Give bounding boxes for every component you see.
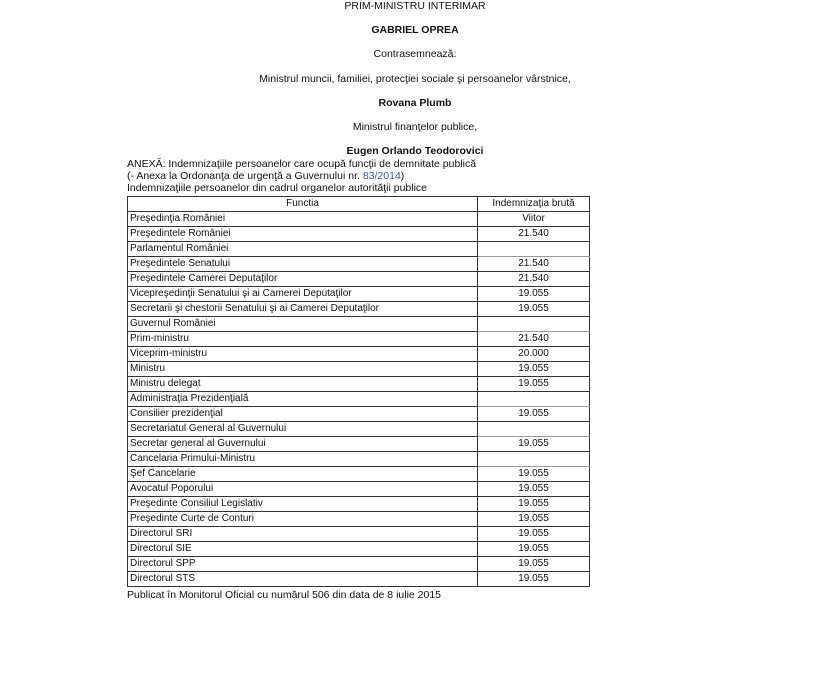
annex-subtitle-prefix: (- Anexa la Ordonanţa de urgenţă a Guvernului nr. — [127, 170, 363, 182]
function-cell: Secretar general al Guvernului — [128, 437, 478, 452]
indemnity-cell — [478, 242, 590, 257]
function-cell: Cancelaria Primului-Ministru — [128, 452, 478, 467]
table-row — [128, 437, 590, 452]
table-row — [128, 362, 590, 377]
function-cell: Parlamentul României — [128, 242, 478, 257]
function-cell: Administraţia Prezidenţială — [128, 392, 478, 407]
function-cell: Secretarii şi chestorii Senatului şi ai Camerei Deputaţilor — [128, 302, 478, 317]
function-cell: Ministru delegat — [128, 377, 478, 392]
prime-minister-name: GABRIEL OPREA — [371, 24, 459, 36]
indemnity-cell: 19.055 — [478, 302, 590, 317]
function-cell: Directorul SRI — [128, 527, 478, 542]
table-header-row — [128, 197, 590, 212]
table-row — [128, 317, 590, 332]
indemnity-cell: 19.055 — [478, 557, 590, 572]
table-row — [128, 467, 590, 482]
table-row — [128, 542, 590, 557]
annex-title: ANEXĂ: Indemnizaţiile persoanelor care ocupă funcţii de demnitate publică — [127, 158, 477, 170]
function-cell: Guvernul României — [128, 317, 478, 332]
function-cell: Directorul SPP — [128, 557, 478, 572]
function-cell: Ministru — [128, 362, 478, 377]
indemnity-cell: Viitor — [478, 212, 590, 227]
header-function: Functia — [128, 197, 478, 212]
table-row — [128, 272, 590, 287]
table-row — [128, 557, 590, 572]
indemnity-cell: 19.055 — [478, 542, 590, 557]
function-cell: Vicepreşedinţii Senatului şi ai Camerei Deputaţilor — [128, 287, 478, 302]
indemnity-cell: 19.055 — [478, 287, 590, 302]
publication-footer: Publicat în Monitorul Oficial cu numărul 506 din data de 8 iulie 2015 — [127, 589, 442, 601]
function-cell: Preşedintele Senatului — [128, 257, 478, 272]
minister-finance-title: Ministrul finanţelor publice, — [352, 121, 478, 133]
table-row — [128, 572, 590, 587]
indemnity-cell: 19.055 — [478, 437, 590, 452]
annex-subtitle — [127, 170, 404, 182]
prime-minister-title: PRIM-MINISTRU INTERIMAR — [344, 0, 486, 12]
table-body — [128, 212, 590, 587]
ordinance-link[interactable]: 83/2014 — [362, 170, 401, 182]
table-row — [128, 482, 590, 497]
function-cell: Directorul SIE — [128, 542, 478, 557]
indemnity-cell: 21.540 — [478, 332, 590, 347]
section-heading: Indemnizaţiile persoanelor din cadrul organelor autorităţii publice — [127, 182, 428, 194]
function-cell: Şef Cancelarie — [128, 467, 478, 482]
table-row — [128, 452, 590, 467]
indemnity-cell — [478, 452, 590, 467]
minister-labor-title: Ministrul muncii, familiei, protecţiei sociale şi persoanelor vârstnice, — [259, 73, 571, 85]
table-row — [128, 287, 590, 302]
table-row — [128, 497, 590, 512]
table-row — [128, 332, 590, 347]
indemnity-cell: 21.540 — [478, 272, 590, 287]
table-row — [128, 377, 590, 392]
table-row — [128, 512, 590, 527]
indemnity-cell: 21.540 — [478, 227, 590, 242]
table-row — [128, 242, 590, 257]
function-cell: Secretariatul General al Guvernului — [128, 422, 478, 437]
indemnity-cell: 19.055 — [478, 407, 590, 422]
function-cell: Preşedintele Camerei Deputaţilor — [128, 272, 478, 287]
function-cell: Preşedinte Consiliul Legislativ — [128, 497, 478, 512]
table-row — [128, 407, 590, 422]
function-cell: Preşedinte Curte de Conturi — [128, 512, 478, 527]
indemnity-cell: 19.055 — [478, 512, 590, 527]
indemnity-cell: 19.055 — [478, 377, 590, 392]
function-cell: Viceprim-ministru — [128, 347, 478, 362]
function-cell: Directorul STS — [128, 572, 478, 587]
table-row — [128, 422, 590, 437]
table-row — [128, 212, 590, 227]
indemnity-cell: 19.055 — [478, 467, 590, 482]
indemnity-cell: 19.055 — [478, 572, 590, 587]
indemnity-cell: 19.055 — [478, 527, 590, 542]
function-cell: Consilier prezidenţial — [128, 407, 478, 422]
indemnity-cell: 19.055 — [478, 362, 590, 377]
indemnity-cell — [478, 317, 590, 332]
indemnity-table — [127, 196, 590, 587]
table-row — [128, 392, 590, 407]
indemnity-cell — [478, 392, 590, 407]
indemnity-cell: 19.055 — [478, 482, 590, 497]
function-cell: Prim-ministru — [128, 332, 478, 347]
minister-labor-name: Rovana Plumb — [378, 97, 452, 109]
function-cell: Preşedintele României — [128, 227, 478, 242]
table-row — [128, 347, 590, 362]
indemnity-cell: 21.540 — [478, 257, 590, 272]
function-cell: Avocatul Poporului — [128, 482, 478, 497]
table-row — [128, 257, 590, 272]
annex-subtitle-suffix: ) — [400, 170, 405, 182]
countersign-label: Contrasemnează: — [373, 48, 457, 60]
indemnity-cell: 20.000 — [478, 347, 590, 362]
table-row — [128, 227, 590, 242]
table-row — [128, 527, 590, 542]
table-row — [128, 302, 590, 317]
indemnity-cell: 19.055 — [478, 497, 590, 512]
minister-finance-name: Eugen Orlando Teodorovici — [346, 145, 484, 157]
header-indemnity: Indemnizaţia brută — [478, 197, 590, 212]
function-cell: Preşedinţia României — [128, 212, 478, 227]
indemnity-cell — [478, 422, 590, 437]
